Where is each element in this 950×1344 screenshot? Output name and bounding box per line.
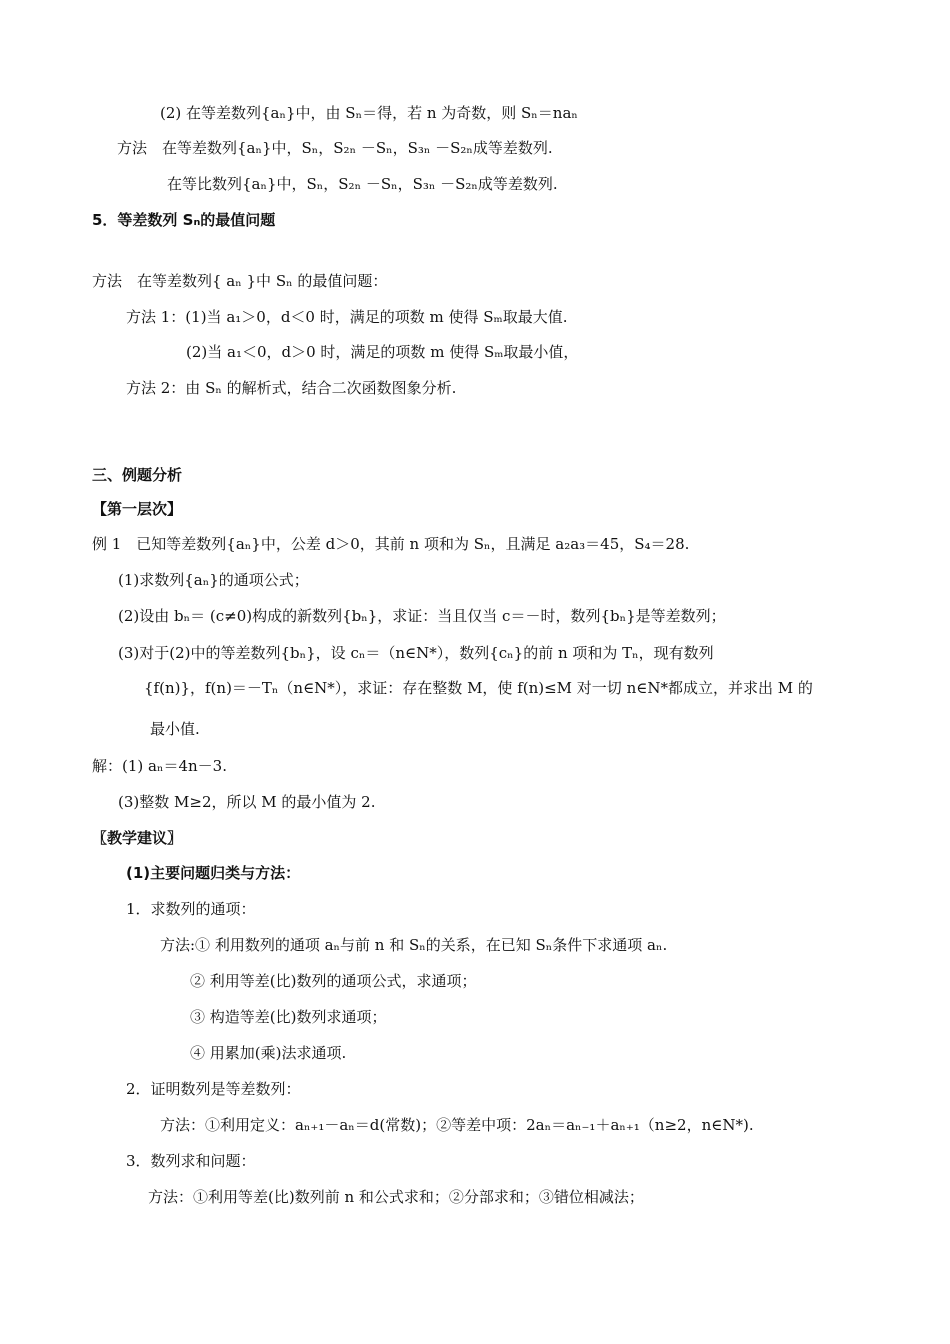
solution-line-1: 解：(1) aₙ＝4n－3. (92, 757, 227, 775)
example-1-statement: 例 1 已知等差数列{aₙ}中，公差 d＞0，其前 n 项和为 Sₙ，且满足 a₂a₃＝45，S₄＝28. (92, 535, 690, 553)
text-line-7: (2)当 a₁＜0，d＞0 时，满足的项数 m 使得 Sₘ取最小值， (186, 343, 579, 361)
teaching-suggestion-heading: 〖教学建议〗 (92, 829, 183, 847)
main-problems-heading: (1)主要问题归类与方法： (126, 864, 301, 882)
text-line-8: 方法 2：由 Sₙ 的解析式，结合二次函数图象分析. (126, 379, 457, 397)
level-heading: 【第一层次】 (92, 500, 183, 518)
section-heading-3: 三、例题分析 (92, 466, 183, 484)
example-1-part-3: (3)对于(2)中的等差数列{bₙ}，设 cₙ＝（n∈N*），数列{cₙ}的前 n 项和为 Tₙ，现有数列 (118, 644, 714, 662)
item-3-method: 方法：①利用等差(比)数列前 n 和公式求和；②分部求和；③错位相减法； (148, 1188, 644, 1206)
item-1-heading: 1．求数列的通项： (126, 900, 256, 918)
text-line-1: (2) 在等差数列{aₙ}中，由 Sₙ＝得，若 n 为奇数，则 Sₙ＝naₙ (160, 104, 578, 122)
solution-line-3: (3)整数 M≥2，所以 M 的最小值为 2. (118, 793, 376, 811)
item-1-method-1: 方法:① 利用数列的通项 aₙ与前 n 和 Sₙ的关系，在已知 Sₙ条件下求通项 aₙ. (160, 936, 668, 954)
item-1-method-4: ④ 用累加(乘)法求通项. (190, 1044, 347, 1062)
item-2-heading: 2．证明数列是等差数列： (126, 1080, 301, 1098)
section-heading-5: 5．等差数列 Sₙ的最值问题 (92, 211, 276, 229)
text-line-3: 在等比数列{aₙ}中，Sₙ，S₂ₙ －Sₙ，S₃ₙ －S₂ₙ成等差数列. (167, 175, 558, 193)
example-1-part-3-end: 最小值. (150, 720, 200, 738)
text-line-5: 方法 在等差数列{ aₙ }中 Sₙ 的最值问题： (92, 272, 388, 290)
item-2-method: 方法：①利用定义：aₙ₊₁－aₙ＝d(常数)；②等差中项：2aₙ＝aₙ₋₁＋aₙ₊₁（n≥2，n∈N*). (160, 1116, 754, 1134)
text-line-6: 方法 1：(1)当 a₁＞0，d＜0 时，满足的项数 m 使得 Sₘ取最大值. (126, 308, 568, 326)
example-1-part-1: (1)求数列{aₙ}的通项公式； (118, 571, 309, 589)
item-3-heading: 3．数列求和问题： (126, 1152, 256, 1170)
example-1-part-2: (2)设由 bₙ＝ (c≠0)构成的新数列{bₙ}，求证：当且仅当 c＝－时，数列{bₙ}是等差数列； (118, 607, 726, 625)
item-1-method-3: ③ 构造等差(比)数列求通项； (190, 1008, 387, 1026)
item-1-method-2: ② 利用等差(比)数列的通项公式，求通项； (190, 972, 477, 990)
example-1-part-3-cont: {f(n)}，f(n)＝－Tₙ（n∈N*），求证：存在整数 M，使 f(n)≤M 对一切 n∈N*都成立，并求出 M 的 (144, 679, 813, 697)
text-line-2: 方法 在等差数列{aₙ}中，Sₙ，S₂ₙ －Sₙ，S₃ₙ －S₂ₙ成等差数列. (117, 139, 553, 157)
